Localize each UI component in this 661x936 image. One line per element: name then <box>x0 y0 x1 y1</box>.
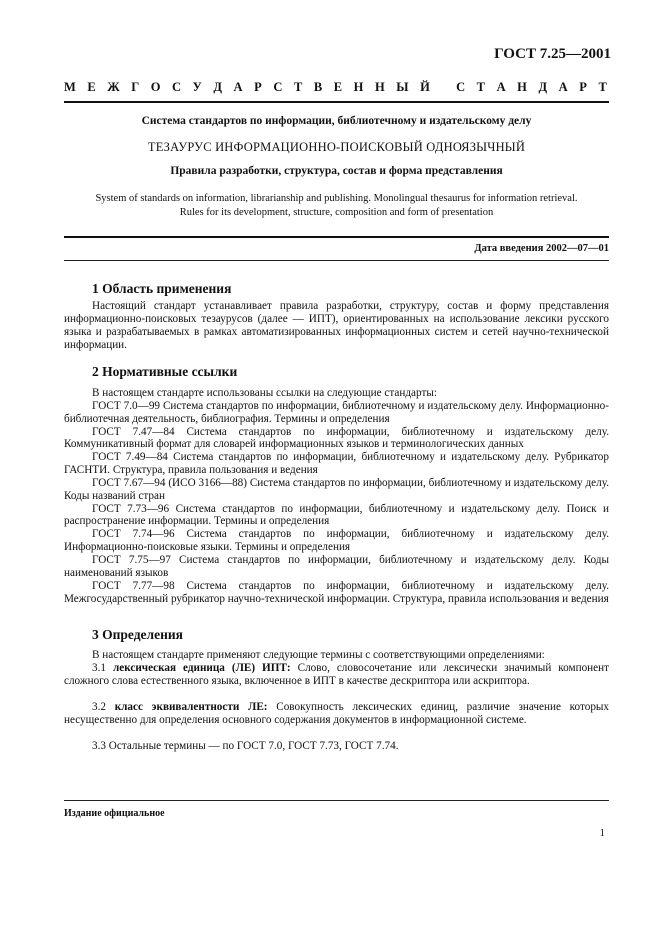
reference-item: ГОСТ 7.47—84 Система стандартов по информации, библиотечному и издательскому делу. Коммуникативный формат для словарей информационных языков и терминологических данных <box>64 425 609 451</box>
title-rule <box>64 236 609 238</box>
definitions-intro: В настоящем стандарте применяют следующие термины с соответствующими определениями: <box>92 649 545 661</box>
banner-letter <box>441 80 444 95</box>
document-subtitle: Правила разработки, структура, состав и форма представления <box>170 165 503 177</box>
reference-item: ГОСТ 7.49—84 Система стандартов по информации, библиотечному и издательскому делу. Рубрикатор ГАСНТИ. Структура, правила пользования и ведения <box>64 451 609 477</box>
document-title: ТЕЗАУРУС ИНФОРМАЦИОННО-ПОИСКОВЫЙ ОДНОЯЗЫЧНЫЙ <box>147 140 526 154</box>
banner-letter: Н <box>374 80 385 94</box>
banner-letter: Ы <box>396 80 409 94</box>
banner-letter: Д <box>213 80 222 94</box>
banner-letter: Н <box>353 80 364 94</box>
references-intro: В настоящем стандарте использованы ссылки на следующие стандарты: <box>92 387 437 399</box>
banner-letter: Е <box>333 80 343 94</box>
banner-letter: А <box>558 80 568 94</box>
banner-letter: Т <box>598 80 607 94</box>
banner-letter: С <box>172 80 182 94</box>
section-1-heading: 1 Область применения <box>92 281 232 296</box>
normative-references <box>64 387 609 605</box>
banner-letter: Т <box>476 80 486 94</box>
definition-term: класс эквивалентности ЛЕ: <box>114 701 268 713</box>
definition-term: лексическая единица (ЛЕ) ИПТ: <box>112 662 291 674</box>
footer-rule <box>64 800 609 801</box>
standard-code: ГОСТ 7.25—2001 <box>494 46 611 62</box>
section-1-text: Настоящий стандарт устанавливает правила разработки, структуру, состав и форму представления информационно-поисковых тезаурусов (далее — ИПТ), ориентированных на использование лексики русского языка и разрабатываемых в рамках автоматизированных информационных систем и сетей научно-технической информации. <box>64 300 609 351</box>
banner-letter: Й <box>420 80 430 94</box>
standard-type-banner <box>64 80 607 95</box>
banner-letter: А <box>496 80 506 94</box>
banner-letter: С <box>273 80 283 94</box>
definition-3-1 <box>64 662 609 688</box>
definition-number: 3.1 <box>92 662 106 674</box>
series-title: Система стандартов по информации, библиотечному и издательскому делу <box>141 115 532 127</box>
reference-item: ГОСТ 7.77—98 Система стандартов по информации, библиотечному и издательскому делу. Межгосударственный рубрикатор научно-технической информации. Структура, правила использования и ведения <box>64 579 609 605</box>
banner-letter: Р <box>579 80 587 94</box>
introduction-date: Дата введения 2002—07—01 <box>474 243 609 254</box>
banner-letter: Р <box>254 80 262 94</box>
reference-item: ГОСТ 7.75—97 Система стандартов по информации, библиотечному и издательскому делу. Коды наименований языков <box>64 553 609 579</box>
official-edition-note: Издание официальное <box>64 808 165 819</box>
date-rule <box>64 260 609 261</box>
reference-item: ГОСТ 7.67—94 (ИСО 3166—88) Система стандартов по информации, библиотечному и издательскому делу. Коды названий стран <box>64 476 609 502</box>
definition-number: 3.2 <box>92 701 106 713</box>
section-2-heading: 2 Нормативные ссылки <box>92 364 238 379</box>
definition-text: Совокупность лексических единиц, различие значение которых несущественно для определения основного содержания документов в информационной системе. <box>64 701 610 726</box>
english-title-line-1: System of standards on information, librarianship and publishing. Monolingual thesaurus for information retrieval. <box>95 193 578 204</box>
reference-item: ГОСТ 7.73—96 Система стандартов по информации, библиотечному и издательскому делу. Поиск и распространение информации. Термины и определения <box>64 502 609 528</box>
reference-item: ГОСТ 7.74—96 Система стандартов по информации, библиотечному и издательскому делу. Информационно-поисковые языки. Термины и определения <box>64 528 609 554</box>
page-number: 1 <box>599 827 605 839</box>
banner-letter: С <box>456 80 466 94</box>
banner-letter: В <box>313 80 323 94</box>
banner-letter: М <box>64 80 76 94</box>
banner-letter: Е <box>87 80 96 94</box>
banner-letter: Н <box>517 80 527 94</box>
banner-letter: Д <box>538 80 548 94</box>
banner-letter: Г <box>131 80 140 94</box>
reference-item: ГОСТ 7.0—99 Система стандартов по информации, библиотечному и издательскому делу. Информационно-библиотечная деятельность, библиография. Термины и определения <box>64 399 609 425</box>
english-title-line-2: Rules for its development, structure, composition and form of presentation <box>179 207 494 218</box>
banner-letter: О <box>150 80 161 94</box>
banner-letter: А <box>233 80 243 94</box>
banner-letter: У <box>192 80 202 94</box>
header-rule <box>64 101 609 103</box>
definition-text: Слово, словосочетание или лексически значимый компонент сложного слова естественного языка, включенное в ИПТ в качестве дескриптора или аскриптора. <box>64 662 610 687</box>
english-title <box>64 192 609 220</box>
definition-3-3: 3.3 Остальные термины — по ГОСТ 7.0, ГОСТ 7.73, ГОСТ 7.74. <box>92 740 399 752</box>
section-3-heading: 3 Определения <box>92 627 183 642</box>
definition-3-2 <box>64 701 609 727</box>
banner-letter: Ж <box>107 80 120 94</box>
banner-letter: Т <box>293 80 303 94</box>
